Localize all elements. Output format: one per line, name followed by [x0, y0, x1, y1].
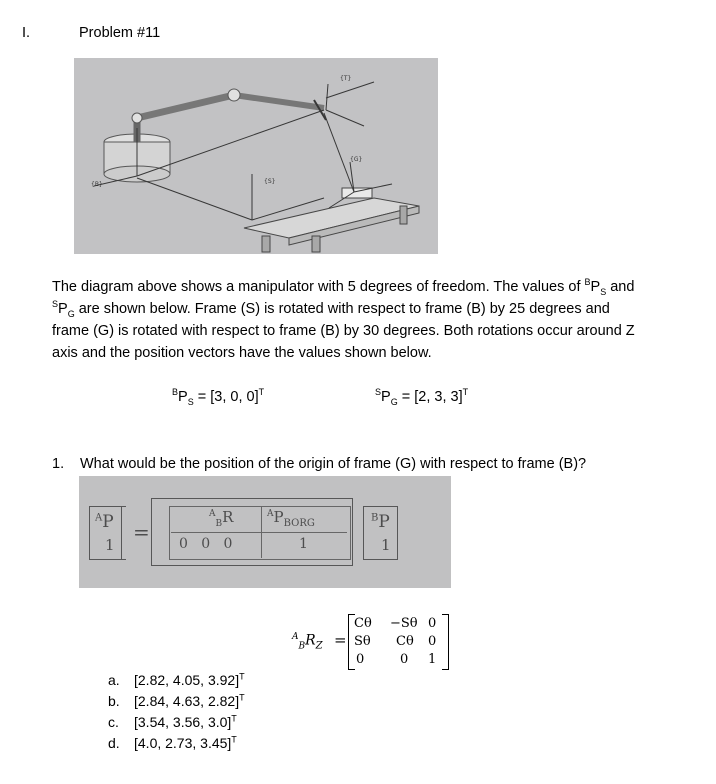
description-paragraph: [52, 276, 692, 364]
problem-title: Problem #11: [79, 25, 161, 41]
rotation-block: $^A_B$R: [209, 508, 234, 529]
rhs-one: 1: [381, 536, 391, 554]
rotation-matrix-z: [292, 614, 462, 674]
rotation-lhs: $^A_BR_Z$: [292, 632, 323, 652]
description-line-3: frame (G) is rotated with respect to frame (B) by 30 degrees. Both rotations occur around Z: [52, 323, 635, 339]
rhs-vector: $^B$P: [371, 512, 390, 532]
matrix-row-divider: [171, 532, 347, 533]
porg-block: $^AP_{BORG}$: [267, 508, 315, 529]
description-line-4: axis and the position vectors have the values shown below.: [52, 345, 432, 361]
rotation-row-1: Cθ −Sθ 0: [354, 616, 437, 631]
option-a[interactable]: a. [2.82, 4.05, 3.92]$^T$: [108, 671, 245, 688]
option-c[interactable]: c. [3.54, 3.56, 3.0]$^T$: [108, 713, 237, 730]
manipulator-diagram: [74, 58, 438, 254]
section-number: I.: [22, 25, 31, 41]
rotation-row-3: 0 0 1: [356, 652, 437, 667]
frame-label-t: {T}: [340, 75, 352, 82]
rotation-bracket-right: [442, 614, 449, 670]
option-d[interactable]: d. [4.0, 2.73, 3.45]$^T$: [108, 734, 237, 751]
homogeneous-transform-image: [79, 476, 451, 588]
matrix-col-divider: [261, 506, 262, 558]
equals-sign: =: [133, 520, 150, 544]
zero-row: 0 0 0: [179, 536, 233, 552]
rotation-row-2: Sθ Cθ 0: [354, 634, 437, 649]
question-number: 1.: [52, 456, 65, 472]
matrix-one: 1: [299, 536, 308, 552]
vector-spg: $^SP_G = [2$, 3, 3]$^T$: [375, 387, 469, 407]
frame-label-b: {B}: [91, 181, 103, 188]
description-line-2: $^SP_G$ are shown below. Frame (S) is rotated with respect to frame (B) by 25 degrees and: [52, 299, 610, 319]
rotation-equals: =: [334, 631, 347, 649]
frame-label-g: {G}: [350, 156, 363, 163]
lhs-one: 1: [105, 536, 115, 554]
vector-bps: $^BP_S = [3$, 0, 0]$^T$: [172, 387, 265, 407]
frame-label-s: {S}: [264, 178, 276, 185]
lhs-vector: $^A$P: [95, 512, 114, 532]
question-text: What would be the position of the origin of frame (G) with respect to frame (B)?: [80, 456, 587, 472]
manipulator-drawing: [74, 58, 438, 254]
option-b[interactable]: b. [2.84, 4.63, 2.82]$^T$: [108, 692, 245, 709]
description-line-1: The diagram above shows a manipulator with 5 degrees of freedom. The values of $^BP_S$ and: [52, 277, 635, 297]
